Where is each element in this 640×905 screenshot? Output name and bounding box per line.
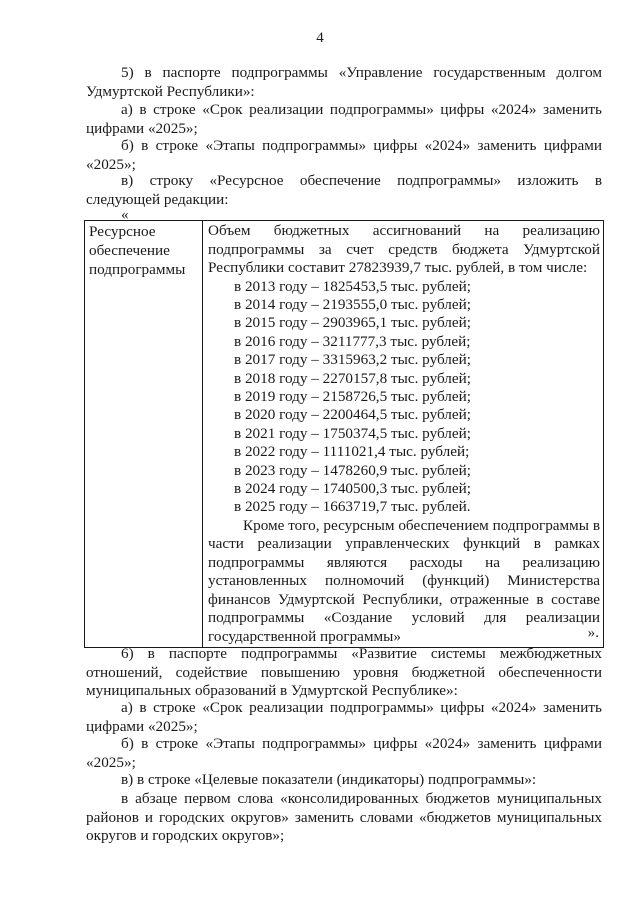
year-funding-item: в 2013 году – 1825453,5 тыс. рублей; xyxy=(234,277,471,295)
paragraph-5: 5) в паспорте подпрограммы «Управление государственным долгом Удмуртской Республики»: xyxy=(86,64,602,100)
year-funding-item: в 2023 году – 1478260,9 тыс. рублей; xyxy=(234,461,471,479)
closing-quote: ». xyxy=(587,624,599,641)
year-funding-item: в 2017 году – 3315963,2 тыс. рублей; xyxy=(234,351,471,369)
year-funding-item: в 2015 году – 2903965,1 тыс. рублей; xyxy=(234,314,471,332)
paragraph-5-a: а) в строке «Срок реализации подпрограммы» цифры «2024» заменить цифрами «2025»; xyxy=(86,101,602,137)
paragraph-6: 6) в паспорте подпрограммы «Развитие системы межбюджетных отношений, содействие повышению уровня бюджетной обеспеченности муниципальных образований в Удмуртской Республике»: xyxy=(86,645,602,700)
page-number: 4 xyxy=(316,30,324,46)
year-funding-item: в 2024 году – 1740500,3 тыс. рублей; xyxy=(234,479,471,497)
paragraph-6-a: а) в строке «Срок реализации подпрограммы» цифры «2024» заменить цифрами «2025»; xyxy=(86,699,602,735)
resource-outro: Кроме того, ресурсным обеспечением подпрограммы в части реализации управленческих функций в рамках подпрограммы являются расходы на реализацию установленных полномочий (функций) Министерства финансов Удмуртской Республики, отраженные в составе подпрограммы «Создание условий для реализации государственной программы» xyxy=(208,516,600,645)
year-funding-item: в 2018 году – 2270157,8 тыс. рублей; xyxy=(234,369,471,387)
year-funding-item: в 2020 году – 2200464,5 тыс. рублей; xyxy=(234,406,471,424)
paragraph-6-v: в) в строке «Целевые показатели (индикаторы) подпрограммы»: xyxy=(121,771,537,788)
resource-table xyxy=(84,220,604,648)
year-funding-item: в 2014 году – 2193555,0 тыс. рублей; xyxy=(234,295,471,313)
year-funding-item: в 2022 году – 1111021,4 тыс. рублей; xyxy=(234,443,470,461)
resource-table-label: Ресурсное обеспечение подпрограммы xyxy=(85,221,203,648)
year-funding-item: в 2021 году – 1750374,5 тыс. рублей; xyxy=(234,424,471,442)
opening-quote: « xyxy=(121,206,129,223)
resource-table-content xyxy=(203,221,604,648)
paragraph-6-v-sub: в абзаце первом слова «консолидированных бюджетов муниципальных районов и городских округов» заменить словами «бюджетов муниципальных округов и городских округов»; xyxy=(86,790,602,845)
paragraph-5-b: б) в строке «Этапы подпрограммы» цифры «2024» заменить цифрами «2025»; xyxy=(86,137,602,173)
year-funding-item: в 2025 году – 1663719,7 тыс. рублей. xyxy=(234,498,471,516)
year-funding-item: в 2019 году – 2158726,5 тыс. рублей; xyxy=(234,387,471,405)
resource-intro: Объем бюджетных ассигнований на реализацию подпрограммы за счет средств бюджета Удмуртской Республики составит 27823939,7 тыс. рублей, в том числе: xyxy=(208,222,600,276)
year-funding-item: в 2016 году – 3211777,3 тыс. рублей; xyxy=(234,332,471,350)
year-funding-list xyxy=(208,278,600,517)
paragraph-5-v: в) строку «Ресурсное обеспечение подпрограммы» изложить в следующей редакции: xyxy=(86,172,602,208)
paragraph-6-b: б) в строке «Этапы подпрограммы» цифры «2024» заменить цифрами «2025»; xyxy=(86,735,602,771)
